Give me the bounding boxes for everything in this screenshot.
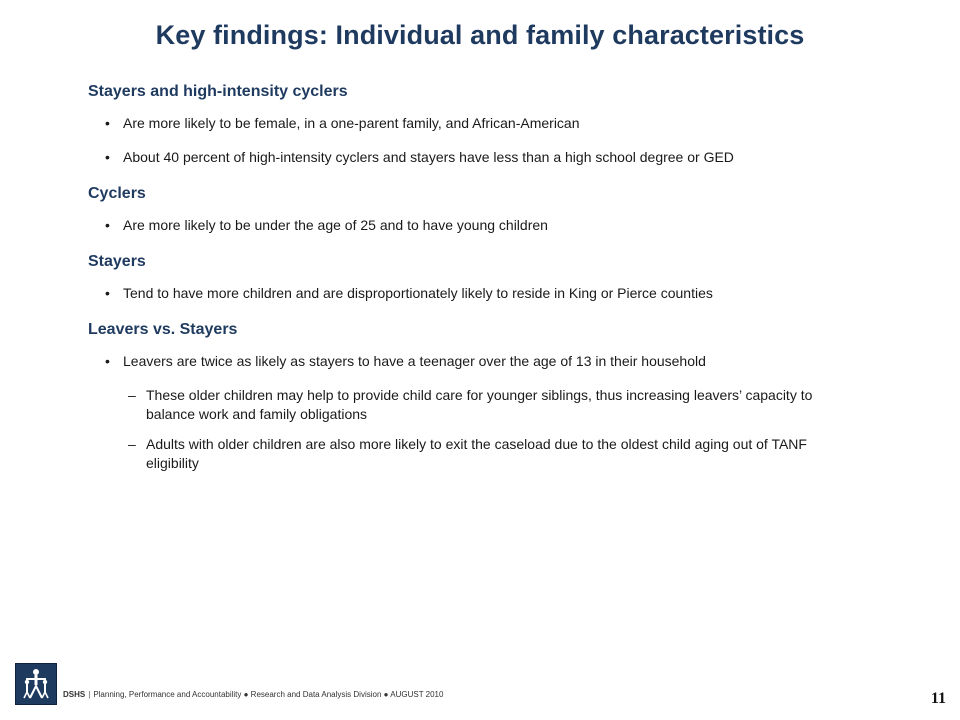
dash-icon: – <box>128 436 136 452</box>
section-leavers-vs-stayers <box>88 320 888 473</box>
list-item <box>88 216 888 234</box>
bullet-icon: • <box>105 115 110 131</box>
bullet-icon: • <box>105 149 110 165</box>
sub-list-item <box>88 435 836 473</box>
findings-content <box>88 82 888 491</box>
page-number: 11 <box>930 690 946 707</box>
page-title: Key findings: Individual and family characteristics <box>155 20 805 50</box>
section-heading: Cyclers <box>88 185 146 202</box>
dash-icon: – <box>128 387 136 403</box>
bullet-text: Leavers are twice as likely as stayers to have a teenager over the age of 13 in their household <box>123 353 706 369</box>
list-item <box>88 284 888 302</box>
section-cyclers <box>88 184 888 234</box>
footer-separator: | <box>88 690 91 699</box>
bullet-icon: • <box>105 353 110 369</box>
list-item <box>88 114 888 132</box>
section-heading: Stayers and high-intensity cyclers <box>88 83 348 100</box>
sub-bullet-text: These older children may help to provide child care for younger siblings, thus increasing leavers’ capacity to balance work and family obligations <box>146 387 813 422</box>
sub-list-item <box>88 386 836 424</box>
list-item <box>88 148 888 166</box>
bullet-text: About 40 percent of high-intensity cyclers and stayers have less than a high school degree or GED <box>123 149 734 165</box>
list-item <box>88 352 888 370</box>
bullet-text: Are more likely to be under the age of 25 and to have young children <box>123 217 548 233</box>
bullet-icon: • <box>105 285 110 301</box>
dshs-logo-icon <box>15 663 57 705</box>
footer-caption: Planning, Performance and Accountability ● Research and Data Analysis Division ● AUGUST 2010 <box>93 690 444 699</box>
bullet-text: Tend to have more children and are disproportionately likely to reside in King or Pierce counties <box>123 285 713 301</box>
bullet-icon: • <box>105 217 110 233</box>
section-heading: Stayers <box>88 253 146 270</box>
footer <box>63 690 443 699</box>
section-heading: Leavers vs. Stayers <box>88 321 238 338</box>
footer-org: DSHS <box>63 690 86 699</box>
section-stayers-high-intensity-cyclers <box>88 82 888 166</box>
section-stayers <box>88 252 888 302</box>
sub-bullet-text: Adults with older children are also more likely to exit the caseload due to the oldest child aging out of TANF eligibility <box>146 436 807 471</box>
bullet-text: Are more likely to be female, in a one-parent family, and African-American <box>123 115 580 131</box>
